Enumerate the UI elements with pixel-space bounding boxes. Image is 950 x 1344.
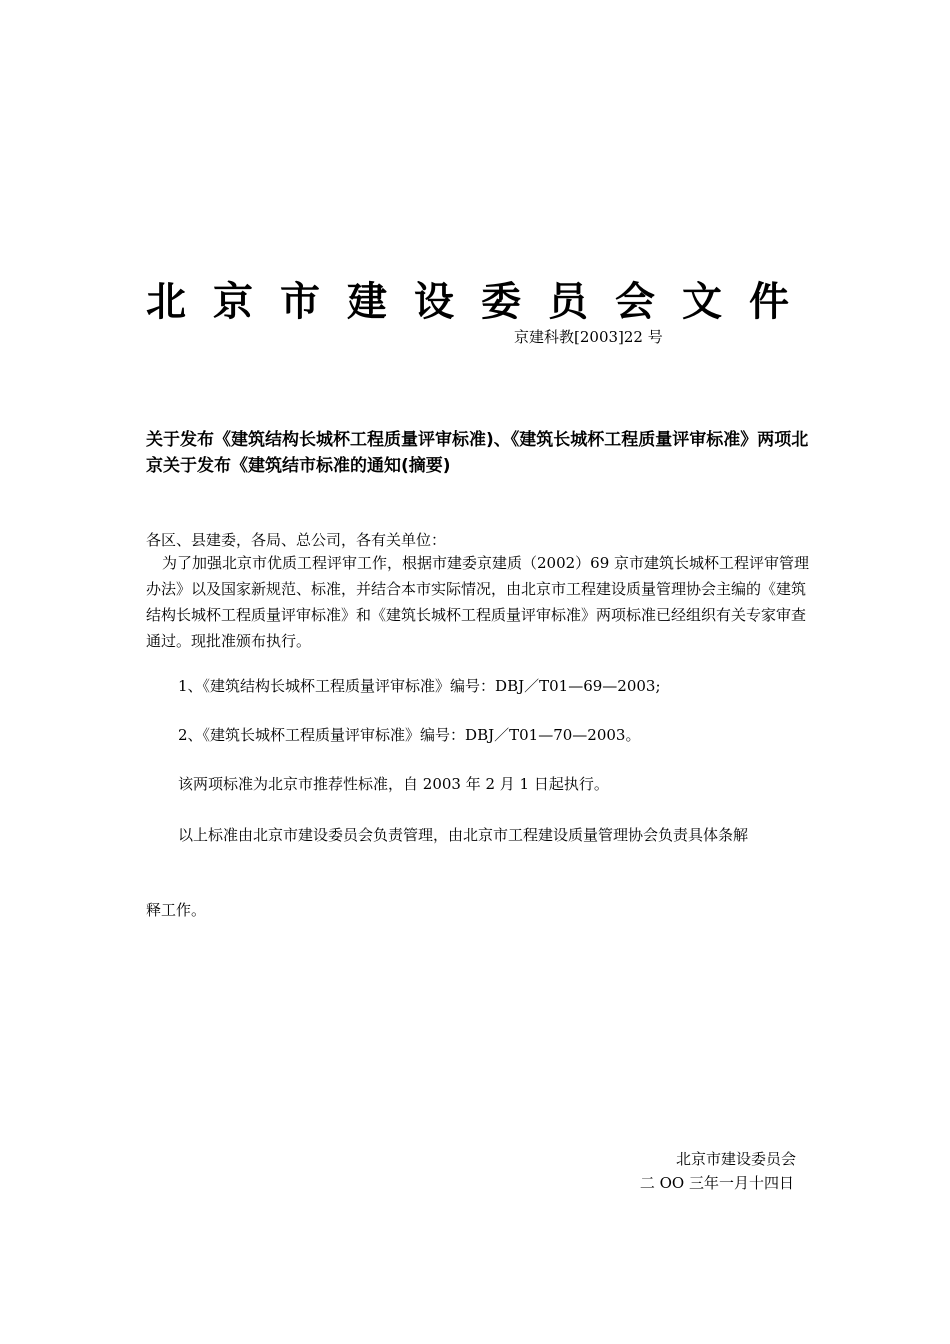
notice-title: 关于发布《建筑结构长城杯工程质量评审标准)、《建筑长城杯工程质量评审标准》两项北京关于发布《建筑结市标准的通知(摘要)	[146, 430, 809, 476]
signature-organization: 北京市建设委员会	[675, 1150, 796, 1168]
signature-date: 二 OO 三年一月十四日	[639, 1174, 794, 1192]
effective-date-paragraph: 该两项标准为北京市推荐性标准，自 2003 年 2 月 1 日起执行。	[178, 775, 609, 793]
standard-item-2: 2、《建筑长城杯工程质量评审标准》编号：DBJ／T01—70—2003。	[178, 726, 641, 744]
standard-item-1: 1、《建筑结构长城杯工程质量评审标准》编号：DBJ／T01—69—2003;	[178, 677, 661, 695]
management-paragraph-continued: 释工作。	[146, 901, 207, 919]
document-number: 京建科教[2003]22 号	[514, 328, 663, 346]
intro-paragraph: 为了加强北京市优质工程评审工作，根据市建委京建质（2002）69 京市建筑长城杯工程评审管理办法》以及国家新规范、标准，并结合本市实际情况，由北京市工程建设质量管理协会主编的《建筑结构长城杯工程质量评审标准》和《建筑长城杯工程质量评审标准》两项标准已经组织有关专家审查通过。现批准颁布执行。	[146, 554, 810, 650]
document-header-title: 北京市建设委员会文件	[146, 279, 816, 325]
salutation: 各区、县建委，各局、总公司，各有关单位：	[146, 531, 447, 549]
management-paragraph: 以上标准由北京市建设委员会负责管理，由北京市工程建设质量管理协会负责具体条解	[178, 826, 749, 844]
